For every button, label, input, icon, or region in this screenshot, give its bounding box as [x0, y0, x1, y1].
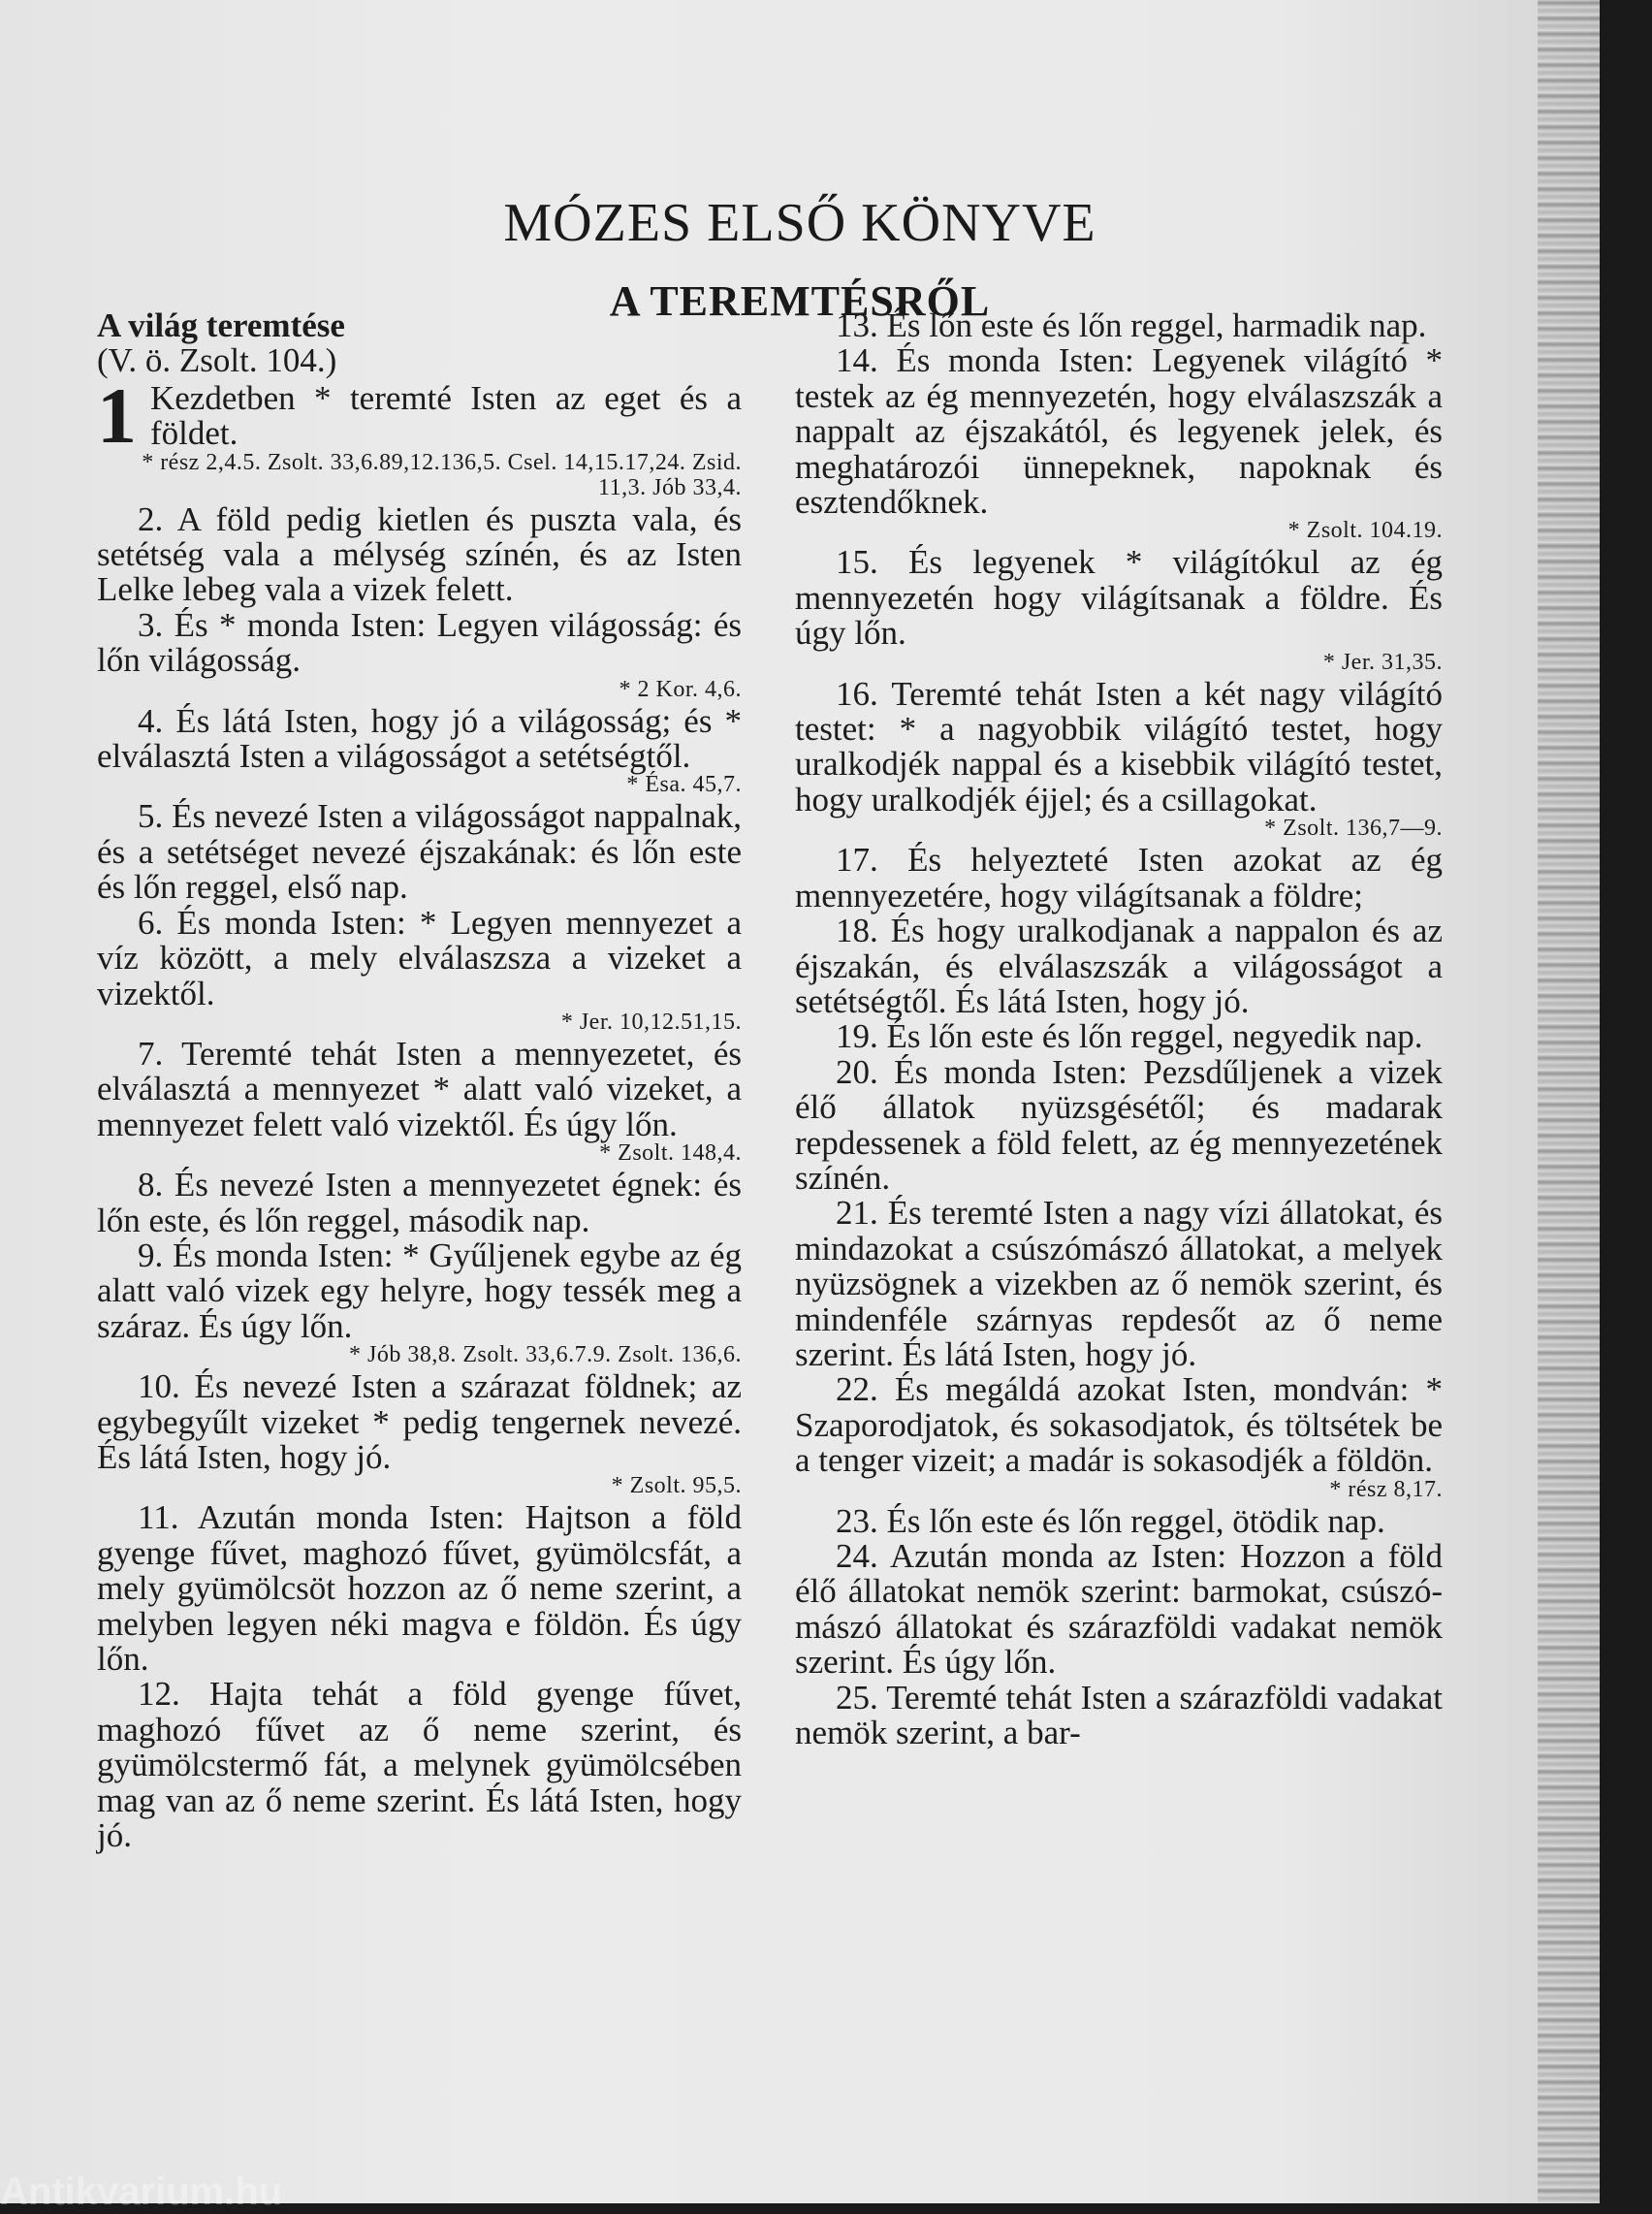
cross-reference: * Zsolt. 136,7—9. [1264, 816, 1443, 842]
verse-text: 20. És monda Isten: Pezsdűljenek a vizek élő állatok nyüzsgésétől; és madarak repdessenek a föld felett, az ég mennyezetének színén. [795, 1052, 1443, 1197]
verse-text: 16. Teremté tehát Isten a két nagy világító testet: * a nagyobbik világító testet, hogy uralkodjék nappal és a kisebbik világító testet, hogy uralkodjék éjjel; és a csillagokat. [795, 674, 1443, 818]
verse-text: 12. Hajta tehát a föld gyenge fűvet, maghozó fűvet az ő neme szerint, és gyümölcstermő fát, a melynek gyümölcsében mag van az ő neme szerint. És látá Isten, hogy jó. [97, 1675, 742, 1855]
watermark: Antikvarium.hu [0, 2170, 283, 2213]
cross-reference: * rész 2,4.5. Zsolt. 33,6.89,12.136,5. Csel. 14,15.17,24. Zsid. 11,3. Jób 33,4. [142, 449, 742, 500]
verse-text: 5. És nevezé Isten a világosságot nappalnak, és a setétséget nevezé éjszakának: és lőn este és lőn reggel, első nap. [97, 797, 742, 907]
verse-text: 17. És helyezteté Isten azokat az ég mennyezetére, hogy világítsanak a földre; [795, 841, 1443, 914]
cross-reference: * Zsolt. 148,4. [599, 1140, 742, 1167]
left-column [97, 308, 742, 1853]
book-title: MÓZES ELSŐ KÖNYVE [503, 192, 1096, 253]
verse-block [97, 370, 742, 502]
verse-text: 22. És megáldá azokat Isten, mondván: * Szaporodjatok, és sokasodjatok, és töltsétek be a tenger vizeit; a madár is sokasodjék a földön. [795, 1370, 1443, 1480]
verse-text: 9. És monda Isten: * Gyűljenek egybe az ég alatt való vizek egy helyre, hogy tessék meg a száraz. És úgy lőn. [97, 1235, 742, 1345]
verse-text: 8. És nevezé Isten a mennyezetet égnek: és lőn este, és lőn reggel, második nap. [97, 1166, 742, 1239]
page-edge [1538, 0, 1600, 2203]
verse-text: 11. Azután monda Isten: Hajtson a föld gyenge fűvet, maghozó fűvet, gyümölcsfát, a mely gyümölcsöt hozzon az ő neme szerint, a melyben legyen néki magva e földön. És úgy lőn. [97, 1498, 742, 1678]
verse-text: 25. Teremté tehát Isten a szárazföldi vadakat nemök szerint, a bar- [795, 1678, 1443, 1752]
verse-text: 18. És hogy uralkodjanak a nappalon és az éjszakán, és elválaszszák a világosságot a setétségtől. És látá Isten, hogy jó. [795, 912, 1443, 1020]
verse-text: 3. És * monda Isten: Legyen világosság: és lőn világosság. [97, 605, 742, 680]
verse-text: 6. És monda Isten: * Legyen mennyezet a víz között, a mely elválaszsza a vizeket a vizektől. [97, 903, 742, 1012]
chapter-number: 1 [97, 370, 137, 460]
cross-reference: * 2 Kor. 4,6. [619, 676, 742, 702]
cross-reference: * Jób 38,8. Zsolt. 33,6.7.9. Zsolt. 136,6. [348, 1342, 742, 1368]
section-reference: (V. ö. Zsolt. 104.) [97, 341, 337, 380]
verse-text: 15. És legyenek * világítókul az ég mennyezetén hogy világítsanak a földre. És úgy lőn. [795, 543, 1443, 653]
verse-text: 23. És lőn este és lőn reggel, ötödik nap. [836, 1501, 1385, 1540]
cross-reference: * Zsolt. 95,5. [611, 1473, 742, 1499]
cross-reference: * Jer. 31,35. [1322, 649, 1443, 675]
sub-title: A TEREMTÉSRŐL [609, 276, 991, 325]
verse-text: 7. Teremté tehát Isten a mennyezetet, és elválasztá a mennyezet * alatt való vizeket, a mennyezet felett való vizektől. És úgy lőn. [97, 1034, 742, 1143]
verse-text: 14. És monda Isten: Legyenek világító * testek az ég mennyezetén, hogy elválaszszák a nappalt az éjszakától, és legyenek jelek, és meghatározói ünnepeknek, napoknak és esztendőknek. [795, 341, 1443, 522]
verse-text: 4. És látá Isten, hogy jó a világosság; és * elválasztá Isten a világosságot a setétségtől. [97, 701, 742, 776]
right-column [795, 308, 1443, 1750]
verse-text: 19. És lőn este és lőn reggel, negyedik nap. [836, 1017, 1423, 1056]
section-heading: A világ teremtése [97, 306, 345, 344]
verse-text: 13. És lőn este és lőn reggel, harmadik nap. [836, 306, 1427, 344]
cross-reference: * Jer. 10,12.51,15. [560, 1009, 742, 1035]
cross-reference: * Zsolt. 104.19. [1287, 518, 1443, 544]
verse-text: 21. És teremté Isten a nagy vízi állatokat, és mindazokat a csúszómászó állatokat, a melyek nyüzsögnek a vizekben az ő nemök szerint, és mindenféle szárnyas repdesőt az ő neme szerint. És látá Isten, hogy jó. [795, 1194, 1443, 1373]
cross-reference: * Ésa. 45,7. [626, 772, 742, 798]
verse-text: Kezdetben * teremté Isten az eget és a földet. [150, 378, 742, 453]
cross-reference: * rész 8,17. [1329, 1476, 1443, 1502]
verse-text: 2. A föld pedig kietlen és puszta vala, és setétség vala a mélység színén, és az Isten Lelke lebeg vala a vizek felett. [97, 499, 742, 609]
verse-text: 10. És nevezé Isten a szárazat földnek; az egybegyűlt vizeket * pedig tengernek nevezé. És látá Isten, hogy jó. [97, 1367, 742, 1476]
verse-text: 24. Azután monda az Isten: Hozzon a föld élő állatokat nemök szerint: barmokat, csúszó-mászó állatokat és szárazföldi vadakat nemök szerint. És úgy lőn. [795, 1537, 1443, 1682]
